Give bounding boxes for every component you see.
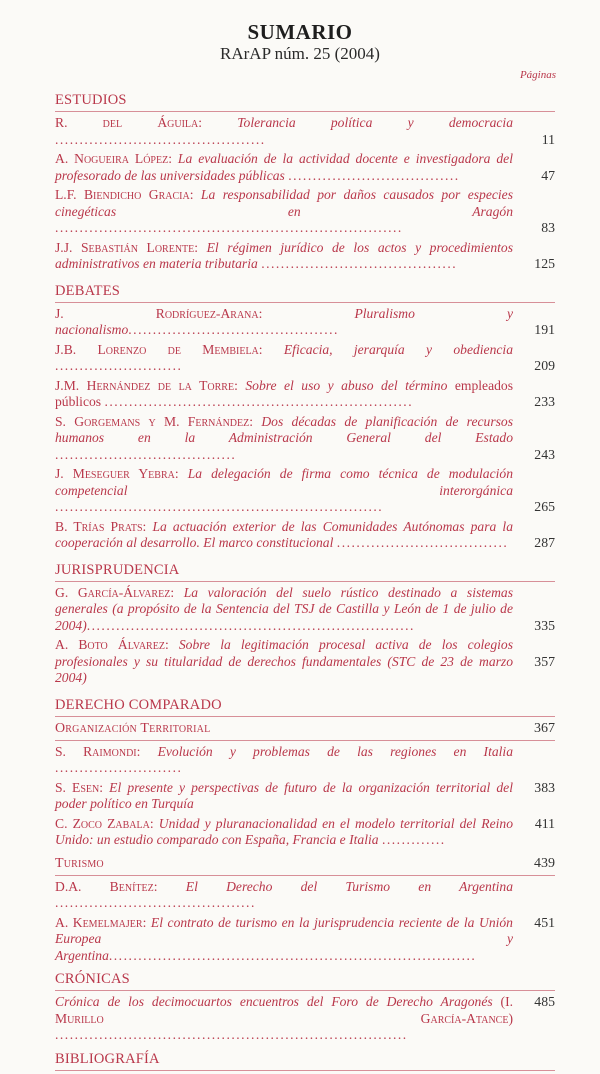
entry-author: G. García-Álvarez: (55, 584, 175, 600)
leader-dots: ........................................... (55, 131, 266, 147)
entry-title: El régimen jurídico de los actos y procedimientos administrativos en materia tributaria (55, 239, 513, 271)
entry-title: Evolución y problemas de las regiones en Italia (157, 743, 513, 759)
section-heading-derecho-comparado: DERECHO COMPARADO (55, 696, 222, 713)
table-of-contents (55, 91, 555, 1074)
entry-page: 233 (534, 394, 555, 409)
entry-title: Sobre el uso y abuso del término (245, 377, 448, 393)
entry-page: 383 (534, 779, 555, 795)
entry-author: J. Rodríguez-Arana: (55, 305, 263, 321)
entry-title: La valoración del suelo rústico destinado a sistemas generales (a propósito de la Sentencia del TSJ de Castilla y León de 1 de julio de 2004) (55, 584, 513, 633)
section-divider (55, 581, 555, 582)
subsection-page: 367 (534, 720, 555, 736)
section-divider (55, 111, 555, 112)
leader-dots: ................................................................... (55, 499, 384, 514)
entry-title: Unidad y pluranacionalidad en el modelo territorial del Reino Unido: un estudio comparado con España, Francia e Italia (55, 815, 514, 847)
leader-dots: ....................................................................... (55, 220, 403, 235)
entry-page: 125 (534, 256, 555, 271)
leader-dots: ......................................... (55, 895, 256, 910)
subsection-heading-organizacion-territorial[interactable] (55, 720, 555, 738)
section-heading-bibliografia[interactable]: BIBLIOGRAFÍA (55, 1050, 160, 1067)
entry-page: 191 (534, 322, 555, 337)
entry-title: Crónica de los decimocuartos encuentros del Foro de Derecho Aragonés (55, 994, 493, 1009)
toc-entry[interactable] (55, 816, 555, 852)
toc-entry[interactable] (55, 115, 555, 151)
section-heading-debates: DEBATES (55, 282, 121, 299)
entry-author: J.M. Hernández de la Torre: (55, 377, 238, 393)
entry-page: 243 (534, 446, 555, 462)
entry-author: J.J. Sebastián Lorente: (55, 239, 199, 255)
leader-dots: ........................................................................... (108, 947, 477, 963)
entry-title: Tolerancia política y democracia (237, 115, 513, 130)
toc-entry[interactable] (55, 879, 555, 915)
entry-author: S. Raimondi: (55, 743, 141, 759)
entry-author: (I. Murillo García-Atance) (55, 994, 513, 1026)
entry-page: 11 (541, 131, 555, 147)
toc-entry[interactable] (55, 780, 555, 816)
entry-author: S. Esen: (55, 779, 104, 795)
entry-title: El presente y perspectivas de futuro de la organización territorial del poder político en Turquía (55, 779, 513, 811)
section-heading-estudios: ESTUDIOS (55, 92, 127, 108)
entry-title: Dos décadas de planificación de recursos humanos en la Administración General del Estado (55, 413, 514, 445)
page-title: SUMARIO (247, 20, 353, 44)
entry-author: J.B. Lorenzo de Membiela: (55, 341, 263, 357)
entry-author: L.F. Biendicho Gracia: (55, 187, 194, 202)
toc-entry[interactable] (55, 637, 555, 690)
toc-entry[interactable] (55, 378, 555, 414)
leader-dots: .......................... (55, 358, 183, 373)
entry-author: A. Boto Álvarez: (55, 637, 169, 652)
toc-entry[interactable] (55, 240, 555, 276)
section-heading-cronicas: CRÓNICAS (55, 971, 130, 987)
entry-page: 265 (534, 499, 555, 514)
entry-page: 335 (534, 617, 555, 633)
leader-dots: ........................................ (261, 256, 458, 271)
entry-page: 287 (534, 535, 555, 550)
entry-title: La evaluación de la actividad docente e investigadora del profesorado de las universidades públicas (55, 151, 513, 183)
entry-author: D.A. Benítez: (55, 878, 158, 894)
section-divider (55, 716, 555, 717)
entry-title: La responsabilidad por daños causados por especies cinegéticas en Aragón (55, 187, 513, 219)
leader-dots: .......................... (55, 760, 183, 775)
leader-dots: ............................................................... (104, 394, 414, 409)
entry-page: 411 (534, 815, 555, 831)
entry-title-rest: empleados públicos (55, 377, 514, 409)
pages-column-label: Páginas (519, 69, 556, 81)
section-divider (55, 302, 555, 303)
leader-dots: ..................................... (55, 446, 237, 462)
entry-author: A. Nogueira López: (55, 151, 172, 166)
leader-dots: ................................... (288, 167, 460, 183)
toc-entry[interactable] (55, 519, 555, 555)
subsection-title: Turismo (55, 855, 104, 871)
section-heading-jurisprudencia: JURISPRUDENCIA (55, 561, 180, 578)
entry-author: S. Gorgemans y M. Fernández: (55, 413, 254, 429)
entry-page: 209 (534, 358, 555, 373)
entry-title: La actuación exterior de las Comunidades Autónomas para la cooperación al desarrollo. El marco constitucional (55, 518, 513, 550)
toc-entry[interactable] (55, 151, 555, 187)
entry-author: R. del Águila: (55, 115, 203, 130)
subsection-title: Organización Territorial (55, 720, 211, 736)
subsection-heading-turismo[interactable] (55, 855, 555, 873)
toc-entry[interactable] (55, 306, 555, 342)
toc-entry[interactable] (55, 187, 555, 240)
entry-title: Pluralismo y nacionalismo (55, 305, 513, 337)
section-divider (55, 740, 555, 741)
section-divider (55, 990, 555, 991)
entry-page: 451 (534, 914, 555, 930)
leader-dots: ............. (381, 832, 446, 847)
entry-title: Eficacia, jerarquía y obediencia (283, 341, 513, 357)
journal-issue: RArAP núm. 25 (2004) (220, 44, 380, 63)
entry-title: La delegación de firma como técnica de modulación competencial interorgánica (55, 466, 513, 498)
entry-author: J. Meseguer Yebra: (55, 466, 179, 481)
toc-entry[interactable] (55, 585, 555, 638)
leader-dots: ................................... (336, 535, 509, 550)
entry-title: El Derecho del Turismo en Argentina (185, 878, 513, 894)
section-divider (55, 875, 555, 876)
entry-author: A. Kemelmajer: (55, 914, 147, 930)
entry-page: 47 (541, 167, 555, 183)
leader-dots: ................................................................... (86, 617, 415, 633)
entry-page: 357 (534, 654, 555, 669)
entry-title: Sobre la legitimación procesal activa de los colegios profesionales y su titularidad de derechos fundamentales (STC de 23 de marzo 2004) (55, 637, 513, 685)
entry-page: 485 (534, 994, 555, 1009)
entry-title: El contrato de turismo en la jurisprudencia reciente de la Unión Europea y Argentina (55, 914, 513, 963)
section-divider (55, 1070, 555, 1071)
leader-dots: ........................................... (128, 322, 339, 337)
toc-entry[interactable] (55, 414, 555, 467)
entry-page: 83 (541, 220, 555, 235)
leader-dots: ........................................................................ (55, 1027, 408, 1042)
toc-entry[interactable] (55, 915, 555, 968)
entry-author: B. Trías Prats: (55, 518, 147, 534)
toc-entry[interactable] (55, 466, 555, 519)
toc-entry[interactable] (55, 994, 555, 1047)
toc-entry[interactable] (55, 744, 555, 780)
subsection-page: 439 (534, 855, 555, 871)
toc-entry[interactable] (55, 342, 555, 378)
entry-author: C. Zoco Zabala: (55, 815, 154, 831)
